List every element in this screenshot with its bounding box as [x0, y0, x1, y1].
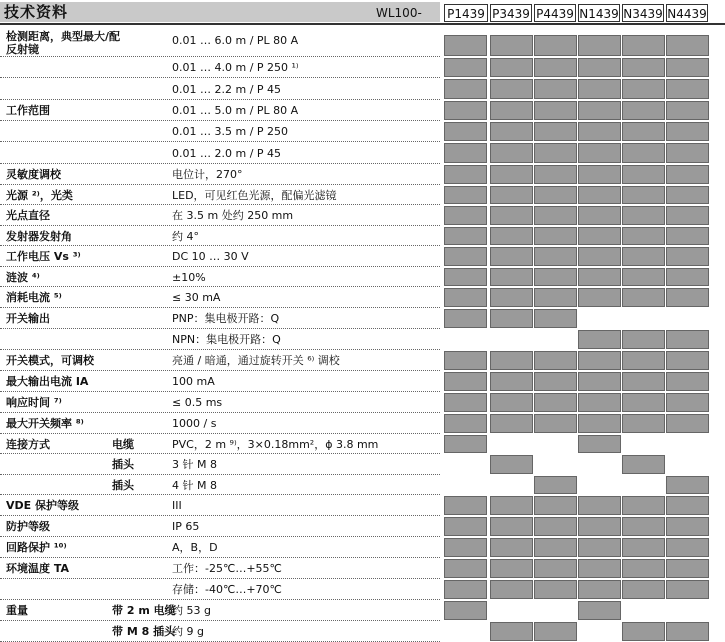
- applicability-cell: [666, 330, 709, 349]
- applicability-cell: [622, 622, 665, 641]
- applicability-cell: [622, 143, 665, 163]
- applicability-cell: [444, 101, 487, 120]
- spec-row: [0, 392, 725, 413]
- applicability-cell: [666, 101, 709, 120]
- row-sublabel: 插头: [112, 479, 134, 492]
- model-header-4: N1439: [578, 4, 620, 22]
- spec-row: [0, 57, 725, 78]
- applicability-cell: [444, 601, 487, 620]
- applicability-cell: [622, 122, 665, 141]
- row-value: IP 65: [172, 520, 200, 533]
- applicability-cell: [444, 414, 487, 433]
- applicability-cell: [666, 143, 709, 163]
- applicability-cell: [622, 268, 665, 286]
- applicability-cell: [622, 247, 665, 266]
- applicability-cell: [534, 58, 577, 77]
- row-value: 约 4°: [172, 230, 199, 243]
- applicability-cell: [578, 288, 621, 307]
- applicability-cell: [622, 372, 665, 391]
- applicability-cell: [666, 580, 709, 599]
- applicability-cell: [490, 206, 533, 225]
- spec-row: [0, 558, 725, 579]
- applicability-cell: [534, 559, 577, 578]
- row-value: 0.01 … 2.0 m / P 45: [172, 147, 282, 160]
- applicability-cell: [578, 227, 621, 245]
- row-value: PVC，2 m ⁹⁾，3×0.18mm²，ϕ 3.8 mm: [172, 438, 379, 451]
- applicability-cell: [534, 496, 577, 515]
- applicability-cell: [622, 35, 665, 56]
- row-label: 开关输出: [6, 312, 50, 325]
- spec-row: [0, 205, 725, 226]
- applicability-cell: [578, 538, 621, 557]
- applicability-cell: [666, 288, 709, 307]
- applicability-cell: [578, 143, 621, 163]
- applicability-cell: [666, 35, 709, 56]
- applicability-cell: [534, 351, 577, 370]
- applicability-cell: [622, 393, 665, 412]
- spec-row: [0, 121, 725, 142]
- row-label: 环境温度 TA: [6, 562, 69, 575]
- applicability-cell: [622, 330, 665, 349]
- applicability-cell: [534, 372, 577, 391]
- spec-row: [0, 579, 725, 600]
- spec-row: [0, 495, 725, 516]
- applicability-cell: [578, 414, 621, 433]
- applicability-cell: [578, 601, 621, 620]
- series-label: WL100-: [376, 6, 422, 20]
- applicability-cell: [666, 58, 709, 77]
- applicability-cell: [490, 538, 533, 557]
- applicability-cell: [490, 79, 533, 99]
- row-value: 存储：-40℃…+70℃: [172, 583, 282, 596]
- applicability-cell: [490, 288, 533, 307]
- spec-row: [0, 287, 725, 308]
- row-value: DC 10 … 30 V: [172, 250, 249, 263]
- row-value: 4 针 M 8: [172, 479, 217, 492]
- applicability-cell: [578, 435, 621, 453]
- row-label: 响应时间 ⁷⁾: [6, 396, 62, 409]
- row-value: PNP：集电极开路：Q: [172, 312, 280, 325]
- spec-row: [0, 371, 725, 392]
- applicability-cell: [578, 58, 621, 77]
- applicability-cell: [534, 622, 577, 641]
- applicability-cell: [534, 580, 577, 599]
- spec-row: [0, 516, 725, 537]
- applicability-cell: [444, 559, 487, 578]
- row-value: 0.01 … 6.0 m / PL 80 A: [172, 34, 299, 47]
- applicability-cell: [666, 622, 709, 641]
- applicability-cell: [490, 455, 533, 474]
- header-divider: [0, 23, 725, 25]
- applicability-cell: [534, 143, 577, 163]
- applicability-cell: [490, 351, 533, 370]
- model-header-2: P3439: [490, 4, 532, 22]
- applicability-cell: [578, 122, 621, 141]
- applicability-cell: [622, 206, 665, 225]
- applicability-cell: [490, 247, 533, 266]
- applicability-cell: [622, 186, 665, 204]
- applicability-cell: [534, 186, 577, 204]
- applicability-cell: [578, 393, 621, 412]
- applicability-cell: [444, 435, 487, 453]
- applicability-cell: [444, 227, 487, 245]
- applicability-cell: [444, 517, 487, 536]
- applicability-cell: [534, 538, 577, 557]
- applicability-cell: [490, 35, 533, 56]
- applicability-cell: [444, 186, 487, 204]
- applicability-cell: [490, 122, 533, 141]
- spec-row: [0, 600, 725, 621]
- applicability-cell: [534, 288, 577, 307]
- applicability-cell: [622, 414, 665, 433]
- applicability-cell: [578, 517, 621, 536]
- row-value: 亮通 / 暗通，通过旋转开关 ⁶⁾ 调校: [172, 354, 340, 367]
- applicability-cell: [444, 393, 487, 412]
- spec-row: [0, 78, 725, 100]
- applicability-cell: [534, 268, 577, 286]
- row-value: 电位计，270°: [172, 168, 243, 181]
- applicability-cell: [578, 268, 621, 286]
- spec-row: [0, 185, 725, 205]
- row-value: 1000 / s: [172, 417, 217, 430]
- applicability-cell: [622, 58, 665, 77]
- applicability-cell: [534, 101, 577, 120]
- row-label: 涟波 ⁴⁾: [6, 271, 40, 284]
- row-label: 光源 ²⁾，光类: [6, 189, 73, 202]
- spec-row: [0, 413, 725, 434]
- row-label: 最大输出电流 IA: [6, 375, 89, 388]
- applicability-cell: [666, 186, 709, 204]
- applicability-cell: [666, 476, 709, 494]
- applicability-cell: [622, 517, 665, 536]
- applicability-cell: [444, 247, 487, 266]
- applicability-cell: [490, 268, 533, 286]
- spec-row: [0, 537, 725, 558]
- model-header-6: N4439: [666, 4, 708, 22]
- row-sublabel: 带 M 8 插头: [112, 625, 176, 638]
- row-value: 工作：-25℃…+55℃: [172, 562, 282, 575]
- row-label: VDE 保护等级: [6, 499, 79, 512]
- row-label: 发射器发射角: [6, 230, 72, 243]
- applicability-cell: [578, 330, 621, 349]
- applicability-cell: [534, 476, 577, 494]
- row-sublabel: 带 2 m 电缆: [112, 604, 176, 617]
- model-header-3: P4439: [534, 4, 576, 22]
- row-value: 0.01 … 4.0 m / P 250 ¹⁾: [172, 61, 299, 74]
- spec-row: [0, 142, 725, 164]
- spec-row: [0, 308, 725, 329]
- applicability-cell: [444, 165, 487, 184]
- applicability-cell: [578, 165, 621, 184]
- row-value: 约 9 g: [172, 625, 204, 638]
- row-value: LED，可见红色光源，配偏光滤镜: [172, 189, 337, 202]
- spec-row: [0, 454, 725, 475]
- applicability-cell: [578, 247, 621, 266]
- applicability-cell: [666, 517, 709, 536]
- applicability-cell: [666, 559, 709, 578]
- model-header-1: P1439: [444, 4, 488, 22]
- spec-row: [0, 475, 725, 495]
- row-value: NPN：集电极开路：Q: [172, 333, 281, 346]
- row-value: ±10%: [172, 271, 206, 284]
- applicability-cell: [444, 309, 487, 328]
- applicability-cell: [444, 288, 487, 307]
- applicability-cell: [666, 247, 709, 266]
- applicability-cell: [534, 35, 577, 56]
- row-value: 约 53 g: [172, 604, 211, 617]
- applicability-cell: [444, 580, 487, 599]
- applicability-cell: [490, 517, 533, 536]
- applicability-cell: [666, 227, 709, 245]
- applicability-cell: [490, 58, 533, 77]
- applicability-cell: [444, 143, 487, 163]
- row-label: 最大开关频率 ⁸⁾: [6, 417, 84, 430]
- spec-row: [0, 164, 725, 185]
- row-sublabel: 电缆: [112, 438, 134, 451]
- applicability-cell: [666, 206, 709, 225]
- applicability-cell: [666, 496, 709, 515]
- applicability-cell: [534, 517, 577, 536]
- applicability-cell: [622, 101, 665, 120]
- applicability-cell: [622, 496, 665, 515]
- row-label: 回路保护 ¹⁰⁾: [6, 541, 67, 554]
- applicability-cell: [534, 165, 577, 184]
- row-value: 0.01 … 5.0 m / PL 80 A: [172, 104, 299, 117]
- spec-row: [0, 434, 725, 454]
- spec-row: [0, 100, 725, 121]
- spec-row: [0, 30, 725, 57]
- row-label: 工作电压 Vs ³⁾: [6, 250, 81, 263]
- applicability-cell: [490, 186, 533, 204]
- applicability-cell: [490, 580, 533, 599]
- applicability-cell: [534, 79, 577, 99]
- applicability-cell: [534, 247, 577, 266]
- spec-row: [0, 350, 725, 371]
- row-label: 重量: [6, 604, 28, 617]
- applicability-cell: [490, 143, 533, 163]
- row-label: 消耗电流 ⁵⁾: [6, 291, 62, 304]
- row-label: 防护等级: [6, 520, 50, 533]
- applicability-cell: [444, 206, 487, 225]
- row-label: 工作范围: [6, 104, 50, 117]
- applicability-cell: [578, 79, 621, 99]
- applicability-cell: [622, 227, 665, 245]
- applicability-cell: [578, 372, 621, 391]
- applicability-cell: [444, 122, 487, 141]
- row-value: ≤ 30 mA: [172, 291, 221, 304]
- row-sublabel: 插头: [112, 458, 134, 471]
- model-header-5: N3439: [622, 4, 664, 22]
- row-value: 3 针 M 8: [172, 458, 217, 471]
- applicability-cell: [578, 101, 621, 120]
- row-value: 0.01 … 3.5 m / P 250: [172, 125, 289, 138]
- row-value: 100 mA: [172, 375, 215, 388]
- applicability-cell: [622, 165, 665, 184]
- applicability-cell: [666, 165, 709, 184]
- applicability-cell: [666, 414, 709, 433]
- row-value: 在 3.5 m 处约 250 mm: [172, 209, 294, 222]
- applicability-cell: [666, 372, 709, 391]
- applicability-cell: [578, 351, 621, 370]
- spec-row: [0, 246, 725, 267]
- applicability-cell: [666, 393, 709, 412]
- applicability-cell: [444, 351, 487, 370]
- spec-row: [0, 226, 725, 246]
- page-title: 技术资料: [4, 3, 69, 21]
- applicability-cell: [534, 227, 577, 245]
- spec-row: [0, 621, 725, 642]
- applicability-cell: [578, 496, 621, 515]
- applicability-cell: [444, 496, 487, 515]
- applicability-cell: [444, 35, 487, 56]
- applicability-cell: [534, 206, 577, 225]
- applicability-cell: [490, 393, 533, 412]
- row-value: III: [172, 499, 182, 512]
- applicability-cell: [444, 538, 487, 557]
- applicability-cell: [490, 101, 533, 120]
- spec-row: [0, 329, 725, 350]
- applicability-cell: [622, 79, 665, 99]
- row-label: 灵敏度调校: [6, 168, 61, 181]
- title-bar: [0, 0, 725, 24]
- applicability-cell: [490, 309, 533, 328]
- row-value: ≤ 0.5 ms: [172, 396, 223, 409]
- applicability-cell: [578, 206, 621, 225]
- applicability-cell: [534, 122, 577, 141]
- row-value: 0.01 … 2.2 m / P 45: [172, 83, 282, 96]
- applicability-cell: [534, 414, 577, 433]
- row-label: 光点直径: [6, 209, 50, 222]
- row-value: A，B，D: [172, 541, 218, 554]
- applicability-cell: [666, 268, 709, 286]
- spec-row: [0, 267, 725, 287]
- applicability-cell: [490, 496, 533, 515]
- applicability-cell: [490, 372, 533, 391]
- applicability-cell: [666, 79, 709, 99]
- applicability-cell: [578, 186, 621, 204]
- applicability-cell: [444, 79, 487, 99]
- applicability-cell: [622, 455, 665, 474]
- applicability-cell: [666, 122, 709, 141]
- applicability-cell: [490, 414, 533, 433]
- applicability-cell: [622, 580, 665, 599]
- row-label: 检测距离，典型最大/配反射镜: [6, 30, 121, 56]
- applicability-cell: [578, 559, 621, 578]
- applicability-cell: [490, 559, 533, 578]
- applicability-cell: [578, 35, 621, 56]
- applicability-cell: [666, 351, 709, 370]
- applicability-cell: [444, 58, 487, 77]
- row-label: 连接方式: [6, 438, 50, 451]
- row-label: 开关模式，可调校: [6, 354, 94, 367]
- applicability-cell: [622, 538, 665, 557]
- applicability-cell: [534, 393, 577, 412]
- applicability-cell: [534, 309, 577, 328]
- applicability-cell: [490, 227, 533, 245]
- applicability-cell: [622, 351, 665, 370]
- applicability-cell: [444, 372, 487, 391]
- applicability-cell: [490, 622, 533, 641]
- applicability-cell: [578, 580, 621, 599]
- applicability-cell: [490, 165, 533, 184]
- applicability-cell: [666, 538, 709, 557]
- applicability-cell: [444, 268, 487, 286]
- applicability-cell: [622, 559, 665, 578]
- applicability-cell: [622, 288, 665, 307]
